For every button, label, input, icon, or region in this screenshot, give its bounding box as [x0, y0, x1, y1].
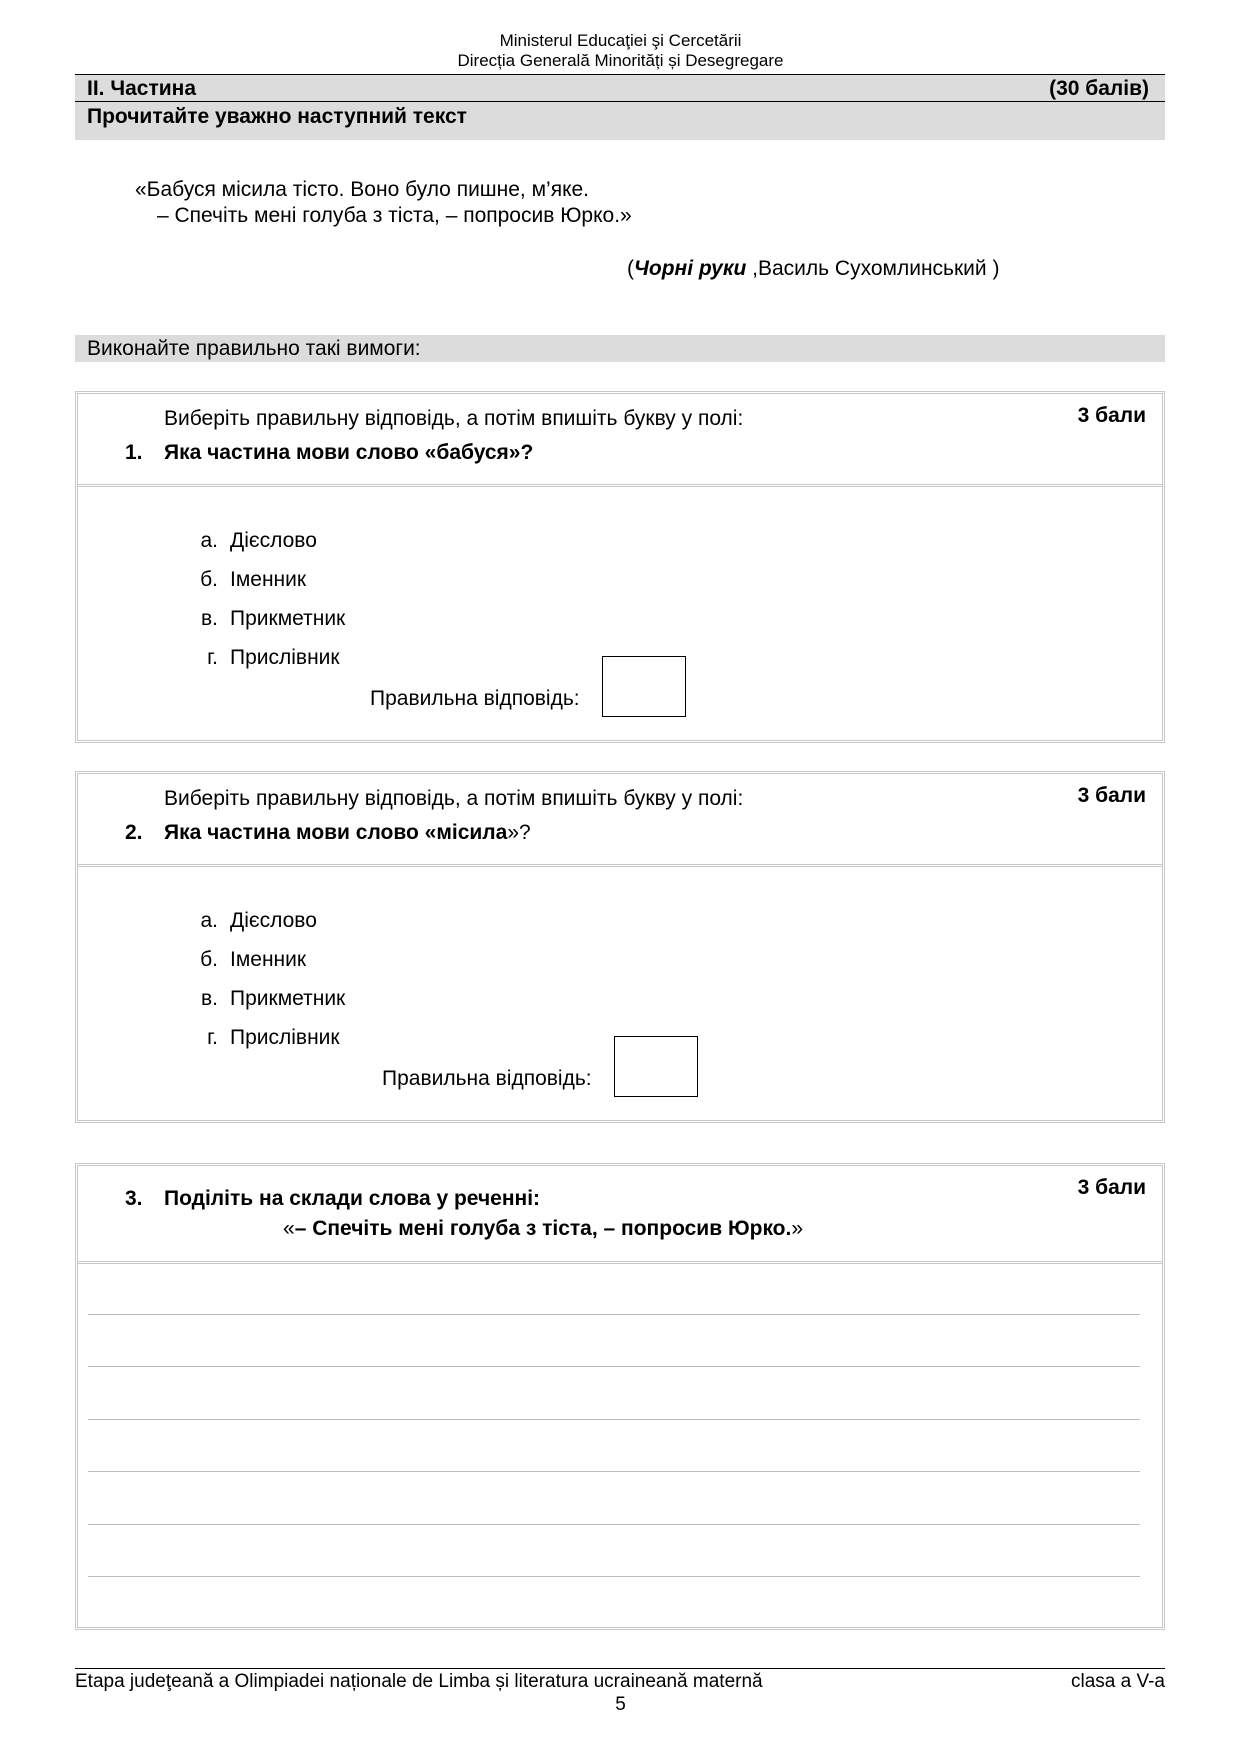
section-header [75, 75, 1165, 140]
section-divider [75, 101, 1165, 102]
option-letter: в. [201, 607, 218, 630]
question-3-text: Поділіть на склади слова у реченні: [164, 1187, 541, 1210]
question-1-points: 3 бали [1077, 404, 1146, 427]
question-3-number: 3. [125, 1187, 143, 1210]
writing-line[interactable] [88, 1366, 1140, 1367]
header-ministry: Ministerul Educaţiei şi Cercetării [499, 31, 742, 50]
instructions-bar: Виконайте правильно такі вимоги: [75, 335, 1165, 362]
question-2-text-main: Яка частина мови слово «місила [164, 821, 508, 844]
section-points: (30 балів) [1049, 77, 1149, 100]
footer-exam-title: Etapa judeţeană a Olimpiadei naționale de Limba și literatura ucraineană maternă [75, 1671, 763, 1692]
option-text: Дієслово [230, 529, 317, 552]
option-text: Дієслово [230, 909, 317, 932]
question-1-number: 1. [125, 441, 143, 464]
writing-line[interactable] [88, 1471, 1140, 1472]
option-text: Прикметник [230, 987, 346, 1010]
question-2-instruction: Виберіть правильну відповідь, а потім впишіть букву у полі: [164, 787, 744, 810]
footer-rule [75, 1668, 1165, 1669]
question-1-answer-box[interactable] [602, 656, 686, 717]
question-2-text-end: »? [507, 821, 531, 844]
option-text: Іменник [230, 948, 307, 971]
option-text: Прислівник [230, 1026, 340, 1049]
writing-line[interactable] [88, 1576, 1140, 1577]
question-2-text [164, 821, 531, 845]
header-directorate: Direcția Generală Minorități și Desegregare [457, 51, 784, 70]
section-title: II. Частина [87, 77, 197, 100]
question-2-answer-box[interactable] [614, 1036, 698, 1097]
option-letter: а. [200, 529, 218, 552]
option-letter: б. [200, 948, 218, 971]
question-2-points: 3 бали [1077, 784, 1146, 807]
writing-line[interactable] [88, 1419, 1140, 1420]
option-letter: г. [207, 1026, 218, 1049]
quote-source-author: ,Василь Сухомлинський ) [746, 257, 1000, 280]
section-subtitle: Прочитайте уважно наступний текст [87, 105, 467, 128]
option-text: Прикметник [230, 607, 346, 630]
question-1-answer-label: Правильна відповідь: [370, 687, 580, 710]
question-1-header [78, 394, 1162, 487]
quote-source-open: ( [627, 257, 634, 280]
sentence-text: – Спечіть мені голуба з тіста, – попросив Юрко. [294, 1217, 792, 1240]
option-letter: а. [200, 909, 218, 932]
option-text: Іменник [230, 568, 307, 591]
question-1-instruction: Виберіть правильну відповідь, а потім впишіть букву у полі: [164, 407, 744, 430]
quote-source [627, 256, 999, 282]
quote-line-1: «Бабуся місила тісто. Воно було пишне, м’яке. [135, 178, 590, 201]
question-2-box [75, 771, 1165, 1123]
quote-source-title: Чорні руки [634, 257, 747, 280]
option-letter: б. [200, 568, 218, 591]
question-2-header [78, 774, 1162, 867]
sentence-open-quote: « [283, 1217, 295, 1240]
question-1-box [75, 391, 1165, 743]
question-2-answer-label: Правильна відповідь: [382, 1067, 592, 1090]
writing-line[interactable] [88, 1524, 1140, 1525]
writing-line[interactable] [88, 1314, 1140, 1315]
question-3-box [75, 1163, 1165, 1630]
page-number: 5 [615, 1694, 626, 1715]
quote-line-2: – Спечіть мені голуба з тіста, – попросив Юрко.» [157, 204, 632, 227]
footer-class: clasa a V-a [1071, 1671, 1165, 1692]
question-3-header [78, 1166, 1162, 1264]
option-letter: г. [207, 646, 218, 669]
question-3-sentence [283, 1217, 803, 1241]
sentence-close-quote: » [791, 1217, 804, 1240]
question-2-number: 2. [125, 821, 143, 844]
option-letter: в. [201, 987, 218, 1010]
option-text: Прислівник [230, 646, 340, 669]
question-1-text: Яка частина мови слово «бабуся»? [164, 441, 534, 464]
question-3-points: 3 бали [1077, 1176, 1146, 1199]
